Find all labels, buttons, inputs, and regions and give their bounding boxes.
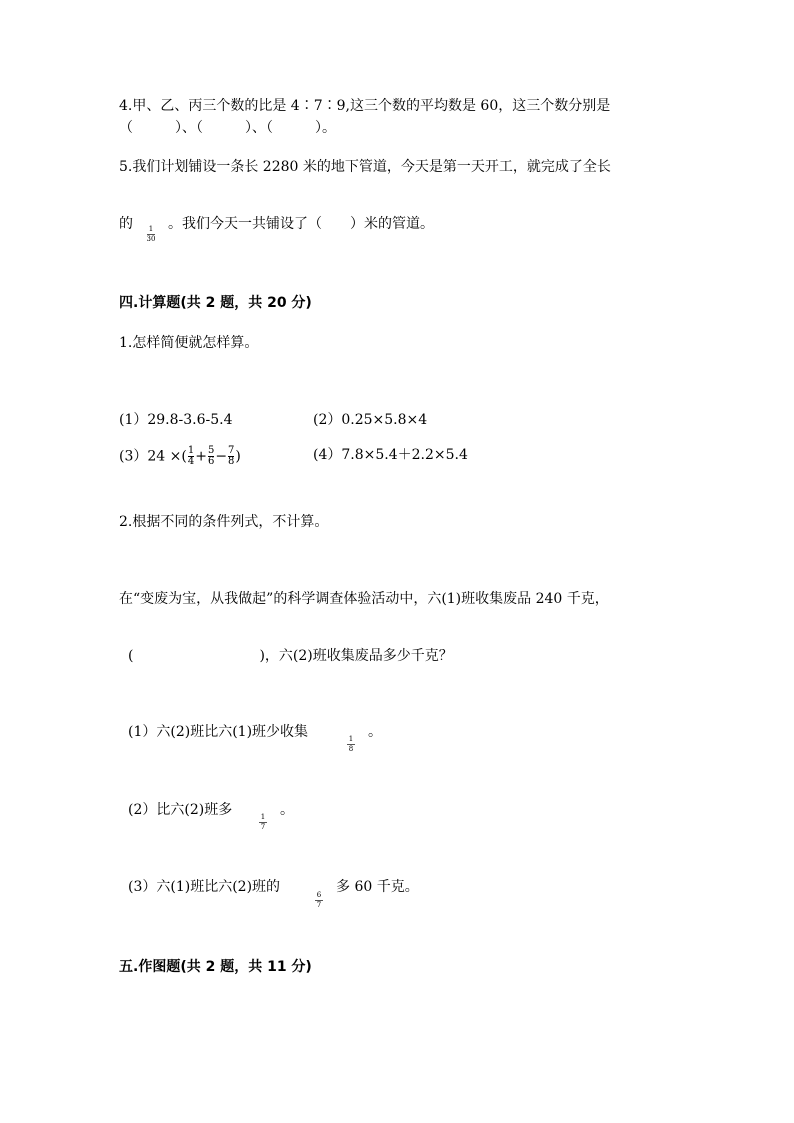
calc1-p3-suffix: ) xyxy=(235,448,241,465)
q5-line1: 5.我们计划铺设一条长 2280 米的地下管道，今天是第一天开工，就完成了全长 xyxy=(119,159,611,175)
calc2-condition-2: (2）比六(2)班多 xyxy=(128,802,233,818)
q5-line2-pre: 的 xyxy=(119,216,133,232)
calc1-problem-1: (1）29.8-3.6-5.4 xyxy=(119,412,233,428)
calc2-condition-2-suffix: 。 xyxy=(280,802,294,818)
q5-fraction-numerator: 1 xyxy=(148,225,154,233)
calc1-p3-op1: + xyxy=(195,448,207,465)
section-5-title: 五.作图题(共 2 题，共 11 分) xyxy=(119,959,312,975)
calc1-p3-fraction-3: $\frac{7}{8}$ xyxy=(228,445,235,467)
calc2-condition-3-suffix: 多 60 千克。 xyxy=(336,879,419,895)
q5-line2-post: 。我们今天一共铺设了（ ）米的管道。 xyxy=(168,216,434,232)
calc1-problem-3 xyxy=(119,446,241,467)
calc2-context: 在“变废为宝，从我做起”的科学调查体验活动中，六(1)班收集废品 240 千克， xyxy=(119,591,609,607)
calc1-problem-2: (2）0.25×5.8×4 xyxy=(313,412,428,428)
calc1-title: 1.怎样简便就怎样算。 xyxy=(119,335,259,351)
q4-line2: （ ）、（ ）、（ ）。 xyxy=(119,120,336,136)
q5-fraction xyxy=(146,225,156,244)
calc2-condition-3-fraction: 6 7 xyxy=(316,891,322,909)
calc2-condition-3: (3）六(1)班比六(2)班的 xyxy=(128,879,281,895)
calc1-problem-4: (4）7.8×5.4＋2.2×5.4 xyxy=(313,447,468,463)
calc1-p3-prefix: (3）24 ×( xyxy=(119,448,187,465)
q4-line1: 4.甲、乙、丙三个数的比是 4∶7∶9,这三个数的平均数是 60，这三个数分别是 xyxy=(119,98,611,114)
calc1-p3-op2: − xyxy=(215,448,228,465)
section-4-title: 四.计算题(共 2 题，共 20 分) xyxy=(119,295,312,311)
calc2-question: ( )，六(2)班收集废品多少千克？ xyxy=(128,648,453,664)
q5-fraction-denominator: 30 xyxy=(146,235,156,243)
calc2-condition-1-fraction: 1 8 xyxy=(348,735,354,753)
calc2-condition-1-suffix: 。 xyxy=(368,724,382,740)
calc1-p3-fraction-2: $\frac{5}{6}$ xyxy=(207,445,215,467)
calc2-title: 2.根据不同的条件列式，不计算。 xyxy=(119,514,329,530)
calc2-condition-1: (1）六(2)班比六(1)班少收集 xyxy=(128,724,309,740)
calc2-condition-2-fraction: 1 7 xyxy=(260,813,266,831)
calc1-p3-fraction-1: $\frac{1}{4}$ xyxy=(187,445,195,467)
